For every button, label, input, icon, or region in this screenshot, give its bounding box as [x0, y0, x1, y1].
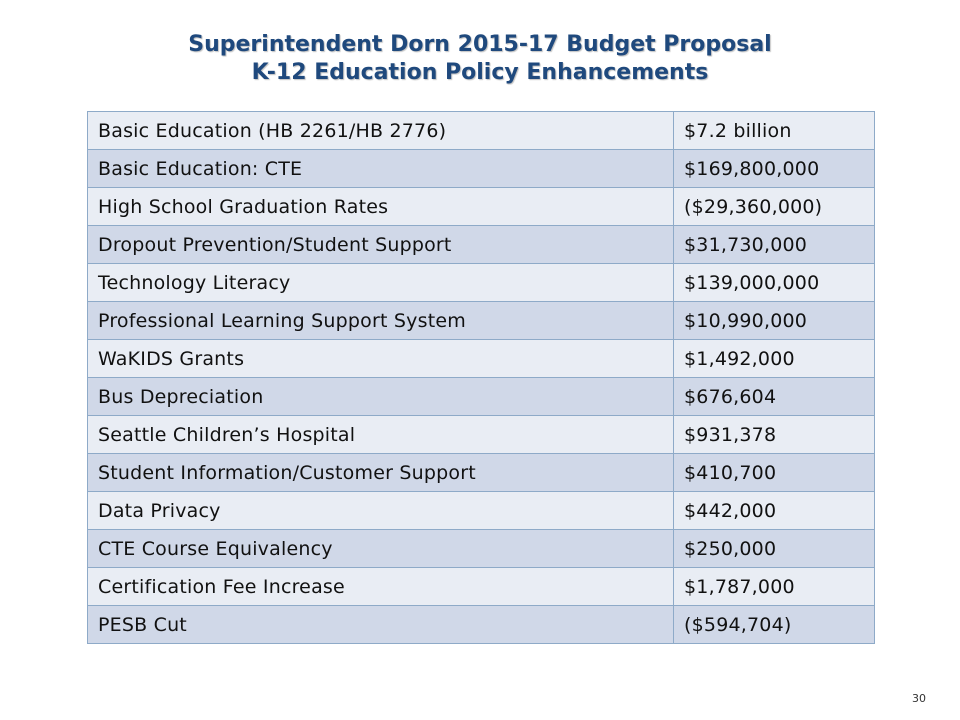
item-cell: Data Privacy: [88, 492, 674, 530]
table-row: [88, 454, 875, 492]
table-row: [88, 112, 875, 150]
amount-cell: $1,492,000: [674, 340, 875, 378]
budget-table: [87, 111, 875, 644]
table-row: [88, 378, 875, 416]
amount-cell: $31,730,000: [674, 226, 875, 264]
amount-cell: $10,990,000: [674, 302, 875, 340]
amount-cell: $676,604: [674, 378, 875, 416]
amount-cell: $1,787,000: [674, 568, 875, 606]
item-cell: High School Graduation Rates: [88, 188, 674, 226]
item-cell: Student Information/Customer Support: [88, 454, 674, 492]
table-row: [88, 568, 875, 606]
title-line-1: Superintendent Dorn 2015-17 Budget Proposal: [188, 32, 772, 57]
page-number: 30: [912, 692, 926, 705]
item-cell: CTE Course Equivalency: [88, 530, 674, 568]
table-row: [88, 264, 875, 302]
item-cell: WaKIDS Grants: [88, 340, 674, 378]
amount-cell: $7.2 billion: [674, 112, 875, 150]
amount-cell: $410,700: [674, 454, 875, 492]
amount-cell: ($29,360,000): [674, 188, 875, 226]
table-row: [88, 530, 875, 568]
item-cell: Certification Fee Increase: [88, 568, 674, 606]
item-cell: Basic Education (HB 2261/HB 2776): [88, 112, 674, 150]
amount-cell: $442,000: [674, 492, 875, 530]
item-cell: Technology Literacy: [88, 264, 674, 302]
amount-cell: ($594,704): [674, 606, 875, 644]
amount-cell: $169,800,000: [674, 150, 875, 188]
item-cell: Seattle Children’s Hospital: [88, 416, 674, 454]
table-row: [88, 416, 875, 454]
item-cell: Bus Depreciation: [88, 378, 674, 416]
amount-cell: $139,000,000: [674, 264, 875, 302]
table-row: [88, 188, 875, 226]
item-cell: Basic Education: CTE: [88, 150, 674, 188]
item-cell: PESB Cut: [88, 606, 674, 644]
table-row: [88, 340, 875, 378]
item-cell: Dropout Prevention/Student Support: [88, 226, 674, 264]
table-row: [88, 302, 875, 340]
table-row: [88, 492, 875, 530]
amount-cell: $250,000: [674, 530, 875, 568]
slide-title: [0, 31, 960, 87]
table-row: [88, 226, 875, 264]
table-row: [88, 606, 875, 644]
title-line-2: K-12 Education Policy Enhancements: [251, 60, 709, 85]
table-row: [88, 150, 875, 188]
amount-cell: $931,378: [674, 416, 875, 454]
item-cell: Professional Learning Support System: [88, 302, 674, 340]
